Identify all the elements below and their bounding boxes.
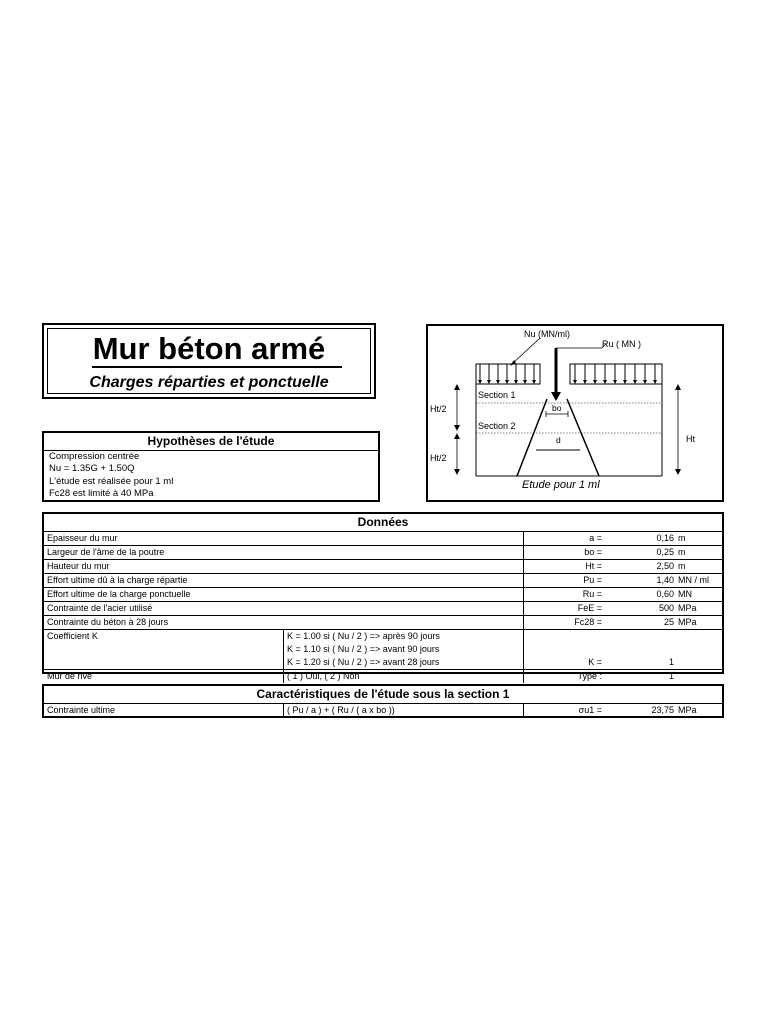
hypothesis-line: Nu = 1.35G + 1.50Q — [49, 463, 135, 475]
hypotheses-header: Hypothèses de l'étude — [44, 433, 378, 451]
row-label: Contrainte de l'acier utilisé — [47, 603, 153, 613]
table-row — [44, 602, 722, 616]
row-symbol: K = — [588, 657, 602, 667]
title-frame — [47, 328, 371, 394]
right-load-arrows — [575, 364, 655, 382]
row-unit: MPa — [678, 617, 697, 627]
row-symbol: bo = — [584, 547, 602, 557]
section2-label: Section 2 — [478, 421, 516, 431]
row-symbol: a = — [589, 533, 602, 543]
title-underline — [92, 366, 342, 368]
row-symbol: Ht = — [585, 561, 602, 571]
ht-half-top-label: Ht/2 — [430, 404, 447, 414]
row-unit: MPa — [678, 603, 697, 613]
row-value: 1 — [668, 657, 674, 667]
section1-label: Section 1 — [478, 390, 516, 400]
row-formula: ( Pu / a ) + ( Ru / ( a x bo )) — [287, 705, 395, 715]
table-row — [44, 670, 722, 683]
column-divider — [283, 630, 284, 669]
row-label: Effort ultime de la charge ponctuelle — [47, 589, 191, 599]
bo-label: bo — [552, 403, 562, 413]
nu-label: Nu (MN/ml) — [524, 329, 570, 339]
table-row — [44, 616, 722, 630]
coefficient-k-row — [44, 630, 722, 670]
row-label: Largeur de l'âme de la poutre — [47, 547, 165, 557]
ru-arrow-head — [551, 392, 561, 401]
ht-half-top-arrow-up — [454, 384, 460, 390]
row-options: ( 1 ) Oui, ( 2 ) Non — [287, 671, 360, 681]
row-label: Mur de rive — [47, 671, 93, 681]
row-symbol: Pu = — [583, 575, 602, 585]
row-label: Contrainte du béton à 28 jours — [47, 617, 169, 627]
ht-arrow-down — [675, 469, 681, 475]
right-arrow-heads — [573, 380, 657, 384]
row-value: 1 — [668, 671, 674, 681]
row-label: Epaisseur du mur — [47, 533, 118, 543]
section1-header: Caractéristiques de l'étude sous la section 1 — [44, 686, 722, 704]
wall-diagram — [426, 324, 724, 502]
table-row — [44, 588, 722, 602]
ht-half-top-arrow-down — [454, 425, 460, 431]
row-symbol: σu1 = — [578, 705, 602, 715]
row-value: 1,40 — [656, 575, 674, 585]
donnees-table — [42, 512, 724, 681]
ht-half-bottom-arrow-up — [454, 433, 460, 439]
page-title: Mur béton armé — [92, 331, 326, 366]
hypotheses-box — [42, 431, 380, 502]
table-row — [44, 546, 722, 560]
ht-arrow-up — [675, 384, 681, 390]
column-divider — [283, 670, 284, 683]
nu-leader — [512, 338, 540, 364]
row-symbol: Type : — [577, 671, 602, 681]
table-row — [44, 574, 722, 588]
row-label: Effort ultime dû à la charge répartie — [47, 575, 188, 585]
row-unit: m — [678, 561, 686, 571]
row-unit: MN / ml — [678, 575, 709, 585]
left-arrow-heads — [478, 380, 536, 384]
diffusion-right — [567, 399, 599, 476]
hypothesis-line: L'étude est réalisée pour 1 ml — [49, 475, 174, 487]
row-unit: MN — [678, 589, 692, 599]
row-value: 2,50 — [656, 561, 674, 571]
row-label: Coefficient K — [47, 631, 98, 641]
diagram-caption: Etude pour 1 ml — [522, 479, 600, 491]
row-unit: MPa — [678, 705, 697, 715]
ht-label: Ht — [686, 434, 695, 444]
ht-half-bottom-arrow-down — [454, 469, 460, 475]
hypothesis-line: Compression centrée — [49, 451, 140, 462]
d-label: d — [556, 435, 561, 445]
row-value: 23,75 — [651, 705, 674, 715]
row-symbol: Ru = — [582, 589, 602, 599]
row-label: Contrainte ultime — [47, 705, 116, 715]
section1-table — [42, 684, 724, 718]
ht-half-bottom-label: Ht/2 — [430, 453, 447, 463]
donnees-header: Données — [44, 514, 722, 532]
title-block — [42, 323, 376, 399]
row-label: Hauteur du mur — [47, 561, 110, 571]
hypothesis-line: Fc28 est limité à 40 MPa — [49, 487, 154, 499]
left-load-arrows — [480, 364, 534, 382]
k-rule-line: K = 1.00 si ( Nu / 2 ) => après 90 jours — [287, 631, 440, 641]
row-value: 0,25 — [656, 547, 674, 557]
row-unit: m — [678, 547, 686, 557]
section1-bottom-rule — [42, 716, 724, 718]
row-unit: m — [678, 533, 686, 543]
table-row — [44, 560, 722, 574]
wall-diagram-svg — [428, 326, 722, 500]
table-row — [44, 532, 722, 546]
row-value: 500 — [658, 603, 674, 613]
row-value: 0,16 — [656, 533, 674, 543]
row-symbol: FeE = — [577, 603, 602, 613]
k-rule-line: K = 1.20 si ( Nu / 2 ) => avant 28 jours — [287, 657, 440, 667]
ru-label: Ru ( MN ) — [602, 339, 641, 349]
k-rule-line: K = 1.10 si ( Nu / 2 ) => avant 90 jours — [287, 644, 440, 654]
row-value: 0,60 — [656, 589, 674, 599]
row-value: 25 — [663, 617, 674, 627]
page-subtitle: Charges réparties et ponctuelle — [89, 374, 329, 391]
row-symbol: Fc28 = — [574, 617, 602, 627]
diffusion-left — [517, 399, 547, 476]
